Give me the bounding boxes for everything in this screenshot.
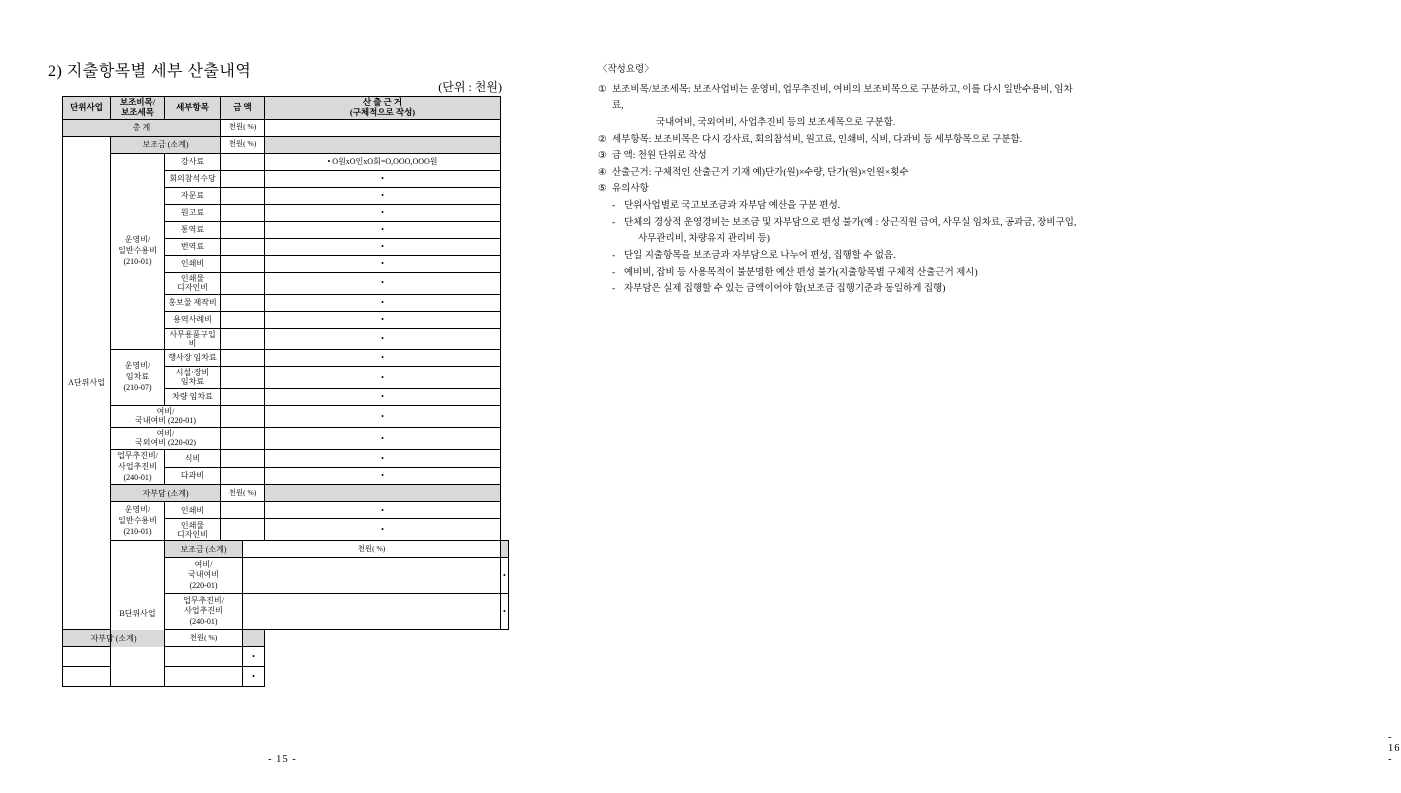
- detail-line: 디자인비: [177, 283, 208, 293]
- table-row: [63, 349, 509, 366]
- basis-cell: •: [265, 467, 501, 485]
- detail-line: 시설·장비: [175, 368, 210, 378]
- guideline-subitem: [598, 281, 1078, 298]
- table-row: [63, 449, 509, 467]
- category-travel-domestic: [111, 405, 221, 427]
- detail-item: 번역료: [165, 238, 221, 255]
- category-line: 운영비/: [124, 235, 151, 245]
- category-line: 업무추진비/: [117, 450, 158, 460]
- guideline-marker: ③: [598, 151, 607, 162]
- guideline-subitem: [598, 265, 1078, 282]
- amount-cell: [221, 349, 265, 366]
- category-operating-rental: [111, 349, 165, 405]
- total-basis: [265, 119, 501, 136]
- own-subtotal-amount-a: 천원( %): [221, 485, 265, 502]
- amount-cell: [221, 449, 265, 467]
- detail-item: 인쇄비: [165, 502, 221, 519]
- guideline-marker: ④: [598, 167, 607, 178]
- basis-cell: •: [265, 449, 501, 467]
- table-row: [63, 502, 509, 519]
- section-a-subsidy-header: [63, 136, 509, 153]
- detail-item: 행사장 임차료: [165, 349, 221, 366]
- amount-cell: [243, 558, 501, 594]
- total-label: 총 계: [63, 119, 221, 136]
- category-line: (220-01): [189, 581, 218, 591]
- amount-cell: [221, 519, 265, 541]
- guideline-subtext: 자부담은 실제 집행할 수 있는 금액이어야 함(보조금 집행기준과 동일하게 집행): [624, 284, 946, 295]
- detail-item: 회의참석수당: [165, 170, 221, 187]
- category-line: 여비/: [194, 559, 213, 569]
- guideline-item: [598, 132, 1078, 149]
- amount-cell: [221, 204, 265, 221]
- amount-cell: [221, 405, 265, 427]
- category-line: 일반수용비: [118, 245, 157, 255]
- category-own-operating-general: [111, 502, 165, 541]
- detail-item: 자문료: [165, 187, 221, 204]
- amount-cell: [243, 594, 501, 630]
- own-subtotal-label-a: 자부담 (소계): [111, 485, 221, 502]
- detail-line: 인쇄물: [180, 520, 205, 530]
- category-line: (210-01): [123, 256, 152, 266]
- col-basis: [265, 97, 501, 120]
- amount-cell: [221, 366, 265, 388]
- table-header-row: [63, 97, 509, 120]
- own-subtotal-label-b: 자부담 (소계): [63, 630, 165, 647]
- detail-item: [165, 272, 221, 294]
- guideline-text: 산출근거: 구체적인 산출근거 기재 예)단가(원)×수량, 단가(원)×인원×횟수: [612, 167, 909, 178]
- basis-cell: •: [243, 667, 265, 687]
- basis-cell: •: [265, 366, 501, 388]
- basis-cell: •: [265, 502, 501, 519]
- guideline-dash: -: [612, 250, 616, 261]
- category-business-promotion: [111, 449, 165, 484]
- amount-cell: [221, 467, 265, 485]
- subsidy-subtotal-basis-a: [265, 136, 501, 153]
- guideline-text: 보조비목/보조세목: 보조사업비는 운영비, 업무추진비, 여비의 보조비목으로 구분하고, 이를 다시 일반수용비, 임차료,: [612, 84, 1073, 112]
- amount-cell: [221, 294, 265, 311]
- guideline-subitem: [598, 248, 1078, 265]
- detail-item: 강사료: [165, 153, 221, 170]
- guideline-item: [598, 148, 1078, 165]
- guideline-item: [598, 181, 1078, 198]
- category-line: 사업추진비: [184, 606, 223, 616]
- amount-cell: [221, 388, 265, 405]
- category-line: 사업추진비: [118, 461, 157, 471]
- basis-cell: •: [243, 647, 265, 667]
- amount-cell: [165, 667, 243, 687]
- basis-cell: •: [265, 349, 501, 366]
- category-line: (240-01): [123, 472, 152, 482]
- category-line: (240-01): [189, 617, 218, 627]
- detail-item: 차량 임차료: [165, 388, 221, 405]
- amount-cell: [221, 427, 265, 449]
- guideline-marker: ⑤: [598, 184, 607, 195]
- basis-cell: • O원xO인xO회=O,OOO,OOO원: [265, 153, 501, 170]
- basis-cell: •: [265, 221, 501, 238]
- col-subsidy-item: 보조비목/ 보조세목: [111, 97, 165, 120]
- category-b-own-empty-1: [63, 647, 165, 667]
- guideline-marker: ②: [598, 134, 607, 145]
- basis-cell: •: [501, 594, 509, 630]
- basis-cell: •: [265, 328, 501, 349]
- page-number-right: - 16 -: [1388, 732, 1401, 765]
- detail-item: 인쇄비: [165, 255, 221, 272]
- guideline-text: 세부항목: 보조비목은 다시 강사료, 회의참석비, 원고료, 인쇄비, 식비, 다과비 등 세부항목으로 구분함.: [612, 134, 1023, 145]
- subsidy-subtotal-label-b: 보조금 (소계): [165, 541, 243, 558]
- own-subtotal-amount-b: 천원( %): [165, 630, 243, 647]
- guideline-subcontinuation: 사무관리비, 차량유지 관리비 등): [638, 234, 770, 245]
- unit-project-a: A단위사업: [63, 136, 111, 630]
- amount-cell: [165, 647, 243, 667]
- category-line: (210-01): [123, 526, 152, 536]
- detail-line: 디자인비: [177, 529, 208, 539]
- category-line: (210-07): [123, 382, 152, 392]
- left-page: [0, 0, 560, 793]
- unit-project-b: B단위사업: [111, 541, 165, 687]
- amount-cell: [221, 238, 265, 255]
- detail-item: 원고료: [165, 204, 221, 221]
- category-line: 임차료: [125, 372, 150, 381]
- amount-cell: [221, 221, 265, 238]
- detail-item: 통역료: [165, 221, 221, 238]
- category-line: 국내여비: [188, 570, 219, 580]
- basis-cell: •: [265, 255, 501, 272]
- guideline-dash: -: [612, 267, 616, 278]
- detail-item: 사무용품구입비: [165, 328, 221, 349]
- category-line: 일반수용비: [118, 515, 157, 525]
- category-line: 여비/: [156, 429, 175, 439]
- amount-cell: [221, 187, 265, 204]
- category-line: 운영비/: [124, 361, 151, 371]
- guideline-continuation: 국내여비, 국외여비, 사업추진비 등의 보조세목으로 구분함.: [656, 117, 896, 128]
- guideline-subtext: 단일 지출항목을 보조금과 자부담으로 나누어 편성, 집행할 수 없음.: [624, 250, 896, 261]
- category-line: 운영비/: [124, 505, 151, 515]
- section-b-own-header: [63, 630, 509, 647]
- section-a-own-header: [63, 485, 509, 502]
- amount-cell: [221, 170, 265, 187]
- table-row: [63, 667, 509, 687]
- category-b-own-empty-2: [63, 667, 165, 687]
- detail-line: 인쇄물: [180, 273, 205, 283]
- amount-cell: [221, 272, 265, 294]
- guideline-subtext: 단위사업별로 국고보조금과 자부담 예산을 구분 편성.: [624, 201, 841, 211]
- detail-item: 식비: [165, 449, 221, 467]
- detail-item: 다과비: [165, 467, 221, 485]
- col-basis-line1: 산 출 근 거: [362, 97, 403, 107]
- subsidy-subtotal-label-a: 보조금 (소계): [111, 136, 221, 153]
- basis-cell: •: [265, 272, 501, 294]
- table-row: [63, 427, 509, 449]
- basis-cell: •: [265, 388, 501, 405]
- section-b-subsidy-header: [63, 541, 509, 558]
- guideline-item: [598, 165, 1078, 182]
- amount-cell: [221, 328, 265, 349]
- detail-item: 용역사례비: [165, 311, 221, 328]
- table-row: [63, 153, 509, 170]
- amount-cell: [221, 153, 265, 170]
- total-row: [63, 119, 509, 136]
- detail-item: [165, 366, 221, 388]
- total-amount: 천원( %): [221, 119, 265, 136]
- detail-item: [165, 519, 221, 541]
- subsidy-subtotal-basis-b: [501, 541, 509, 558]
- col-amount: 금 액: [221, 97, 265, 120]
- col-basis-line2: (구체적으로 작성): [349, 106, 416, 117]
- detail-item: 홍보물 제작비: [165, 294, 221, 311]
- basis-cell: •: [265, 427, 501, 449]
- guideline-dash: -: [612, 284, 616, 295]
- basis-cell: •: [265, 204, 501, 221]
- guideline-text: 금 액: 천원 단위로 작성: [612, 151, 707, 162]
- category-line: 업무추진비/: [183, 595, 224, 605]
- guideline-subtext: 예비비, 잡비 등 사용목적이 불분명한 예산 편성 불가(지출항목별 구체적 산출근거 제시): [624, 267, 978, 278]
- basis-cell: •: [265, 405, 501, 427]
- guideline-text: 유의사항: [612, 184, 649, 195]
- own-subtotal-basis-b: [243, 630, 265, 647]
- amount-cell: [221, 255, 265, 272]
- category-b-business-promotion: [165, 594, 243, 630]
- page-title: 2) 지출항목별 세부 산출내역: [48, 63, 252, 80]
- basis-cell: •: [265, 170, 501, 187]
- basis-cell: •: [265, 311, 501, 328]
- col-detail-item: 세부항목: [165, 97, 221, 120]
- basis-cell: •: [265, 238, 501, 255]
- unit-note: (단위 : 천원): [438, 80, 502, 94]
- page-number-left: - 15 -: [268, 754, 297, 765]
- category-travel-overseas: [111, 427, 221, 449]
- guidelines-title: 〈작성요령〉: [598, 65, 654, 75]
- guideline-subitem: [598, 198, 1078, 215]
- guidelines-block: [598, 62, 1078, 298]
- subsidy-subtotal-amount-a: 천원( %): [221, 136, 265, 153]
- category-b-travel-domestic: [165, 558, 243, 594]
- guideline-subtext: 단체의 경상적 운영경비는 보조금 및 자부담으로 편성 불가(예 : 상근직원 급여, 사무실 임차료, 공과금, 장비구입,: [624, 217, 1077, 228]
- basis-cell: •: [265, 187, 501, 204]
- basis-cell: •: [265, 519, 501, 541]
- basis-cell: •: [265, 294, 501, 311]
- amount-cell: [221, 311, 265, 328]
- guideline-dash: -: [612, 217, 616, 228]
- detail-line: 임차료: [180, 377, 205, 387]
- guideline-marker: ①: [598, 84, 607, 95]
- amount-cell: [221, 502, 265, 519]
- own-subtotal-basis-a: [265, 485, 501, 502]
- col-unit-project: 단위사업: [63, 97, 111, 120]
- right-page: [560, 0, 1401, 793]
- guideline-item: [598, 82, 1078, 132]
- basis-cell: •: [501, 558, 509, 594]
- guideline-subitem: [598, 215, 1078, 248]
- table-row: [63, 647, 509, 667]
- expense-detail-table: [62, 96, 509, 687]
- category-operating-general: [111, 153, 165, 349]
- category-line: 국외여비 (220-02): [135, 438, 196, 448]
- category-line: 국내여비 (220-01): [135, 416, 196, 426]
- table-row: [63, 405, 509, 427]
- category-line: 여비/: [156, 407, 175, 417]
- subsidy-subtotal-amount-b: 천원( %): [243, 541, 501, 558]
- guideline-dash: -: [612, 201, 616, 211]
